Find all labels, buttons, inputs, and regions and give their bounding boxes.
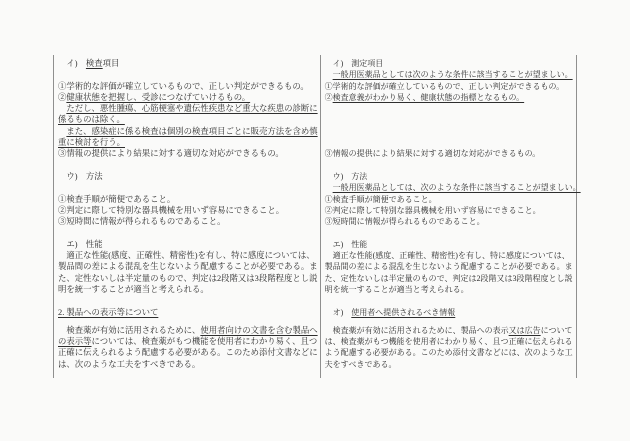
text-line	[58, 284, 318, 295]
blank-line	[325, 160, 581, 171]
text-line	[325, 347, 581, 358]
underlined-run: ただし、悪性腫瘍、心筋梗塞や遺伝性疾患など重大な疾患の診断に	[66, 104, 318, 114]
text-run: 明を統一することが適当と考えられる。	[324, 284, 469, 294]
underlined-run: 重に検討を行う。	[58, 138, 125, 148]
text-line	[58, 347, 318, 358]
text-line	[325, 148, 581, 159]
text-line	[325, 171, 581, 182]
text-line	[58, 92, 318, 103]
text-run: エ) 性能	[324, 239, 368, 249]
underlined-run: 検査意義がわかり易く、健康状態の指標となるもの。	[332, 92, 525, 102]
blank-line	[325, 295, 581, 306]
underlined-run: 健康状態を把握し、受診につなげていけるもの。	[66, 92, 251, 102]
text-line	[325, 205, 581, 216]
text-run: は、検査薬がもつ機能を使用者にわかり易く、且つ正確に伝えられる	[324, 337, 573, 347]
text-line	[58, 137, 318, 148]
text-line	[58, 103, 318, 114]
text-run: 製品間の差による混乱を生じないよう配慮することが必要である。ま	[58, 262, 318, 272]
text-line	[325, 69, 581, 80]
text-line	[58, 261, 318, 272]
text-run: 適正な性能(感度、正確性、精密性)を有し、特に感度については、	[324, 251, 570, 261]
blank-line	[58, 69, 318, 80]
text-line	[325, 92, 581, 103]
underlined-run: また、感染症に係る検査は個別の検査項目ごとに販売方法を含め慎	[66, 126, 318, 136]
underlined-run: 一般用医薬品としては、次のような条件に該当することが望ましい。	[332, 183, 581, 193]
text-line	[325, 182, 581, 193]
text-run: イ)	[58, 59, 86, 68]
text-line	[325, 336, 581, 347]
text-run: エ) 性能	[58, 239, 103, 249]
text-run: ①学術的な評価が確立しているもので、正しい判定ができるもの。	[324, 81, 565, 91]
text-run: た、定性ないしは半定量のもので、判定は2段階又は3段階程度とし説	[324, 273, 573, 283]
text-line	[58, 250, 318, 261]
text-line	[58, 81, 318, 92]
text-run: 適正な性能(感度、正確性、精密性)を有し、特に感度については、	[58, 251, 315, 261]
blank-line	[325, 227, 581, 238]
underlined-run: 一般用医薬品としては次のような条件に該当することが望ましい。	[332, 70, 573, 80]
text-run: 検査薬が有効に活用されるために、	[58, 325, 201, 335]
underlined-run: 2. 製品への表示等について	[58, 307, 159, 317]
blank-line	[58, 227, 318, 238]
text-run: ③短時間に情報が得られるものであること。	[58, 217, 226, 227]
blank-line	[325, 126, 581, 137]
text-run: ②判定に際して特別な器具機械を用いず容易にできること。	[58, 205, 285, 215]
underlined-run: 係るものは除く。	[58, 115, 125, 125]
text-line	[325, 325, 581, 336]
text-line	[325, 261, 581, 272]
blank-line	[58, 160, 318, 171]
text-line	[58, 273, 318, 284]
text-run: ②判定に際して特別な器具機械を用いず容易にできること。	[324, 205, 541, 215]
text-line	[58, 58, 318, 69]
text-run: ①学術的な評価が確立しているもので、正しい判定ができるもの。	[58, 81, 309, 91]
text-line	[325, 216, 581, 227]
text-line	[58, 336, 318, 347]
text-run: ①検査手順が簡便であること。	[58, 194, 176, 204]
text-run: 製品間の差による混乱を生じないよう配慮することが必要である。ま	[324, 262, 573, 272]
text-run: 夫をすべきである。	[324, 359, 397, 369]
text-run: ①検査手順が簡便であること。	[324, 194, 437, 204]
text-run: た、定性ないしは半定量のもので、判定は2段階又は3段階程度とし説	[58, 273, 318, 283]
text-line	[325, 273, 581, 284]
text-run: について	[540, 325, 573, 335]
blank-line	[58, 182, 318, 193]
table-column-left	[54, 55, 321, 378]
text-run	[325, 70, 333, 79]
comparison-table	[53, 55, 581, 378]
text-line	[325, 239, 581, 250]
text-run: オ)	[324, 307, 352, 317]
text-line	[325, 359, 581, 370]
text-run: イ) 測定項目	[324, 59, 384, 68]
text-run: は、次のような工夫をすべきである。	[58, 359, 201, 369]
text-run: ②	[58, 92, 67, 102]
text-line	[325, 250, 581, 261]
text-line	[58, 239, 318, 250]
text-line	[58, 194, 318, 205]
blank-line	[325, 103, 581, 114]
text-run	[325, 183, 333, 192]
blank-line	[325, 114, 581, 125]
text-line	[325, 81, 581, 92]
text-run: よう配慮する必要がある。このため添付文書などには、次のような工	[324, 348, 573, 358]
table-column-right	[321, 55, 583, 378]
text-run: 正確に伝えられるよう配慮する必要がある。このため添付文書などに	[58, 348, 318, 358]
text-line	[325, 284, 581, 295]
underlined-run: 検査	[85, 59, 103, 68]
text-line	[325, 58, 581, 69]
underlined-run: 又は広告	[508, 325, 541, 335]
text-run: 項目	[102, 59, 120, 68]
text-line	[58, 126, 318, 137]
text-line	[325, 307, 581, 318]
text-line	[58, 148, 318, 159]
text-run: ③情報の提供により結果に対する適切な対応ができるもの。	[324, 149, 541, 159]
text-run: については、検査薬がもつ機能を使用者にわかり易く、且つ	[91, 337, 318, 347]
text-line	[58, 216, 318, 227]
text-line	[58, 359, 318, 370]
text-line	[58, 205, 318, 216]
text-run: ウ) 方法	[58, 171, 103, 181]
underlined-run: の表示等	[58, 337, 92, 347]
text-line	[58, 171, 318, 182]
text-run: ③短時間に情報が得られるものであること。	[324, 217, 485, 227]
blank-line	[58, 295, 318, 306]
text-line	[58, 325, 318, 336]
text-run: 検査薬が有効に活用されるために、製品への表示	[324, 325, 509, 335]
text-run: ウ) 方法	[324, 171, 368, 181]
text-run: ③情報の提供により結果に対する適切な対応ができるもの。	[58, 149, 284, 159]
underlined-run: 使用者向けの文書を含む製品へ	[200, 325, 318, 335]
text-run: 明を統一することが適当と考えられる。	[58, 284, 209, 294]
blank-line	[325, 137, 581, 148]
text-run: ②	[324, 92, 333, 102]
text-line	[325, 194, 581, 205]
text-line	[58, 114, 318, 125]
underlined-run: 使用者へ提供されるべき情報	[351, 307, 456, 317]
text-line	[58, 307, 318, 318]
